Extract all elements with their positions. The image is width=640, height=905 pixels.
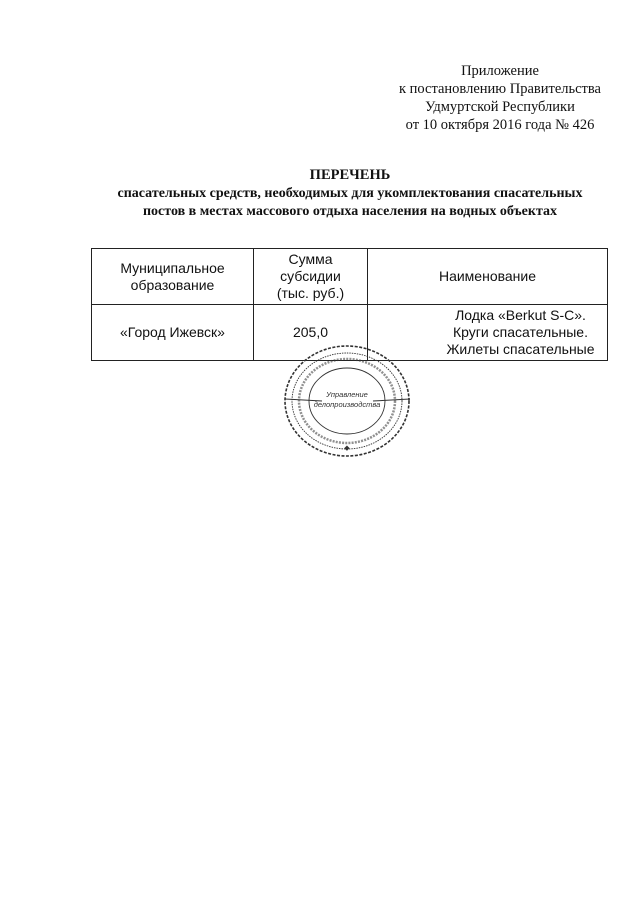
stamp-text-line-2: делопроизводства (313, 400, 381, 409)
header-amount-line-2: (тыс. руб.) (276, 285, 345, 301)
appendix-line-4: от 10 октября 2016 года № 426 (405, 117, 595, 133)
document-subtitle-line-2: постов в местах массового отдыха населения на водных объектах (142, 204, 558, 219)
document-heading (60, 166, 640, 221)
stamp-text-line-1: Управление (326, 390, 368, 399)
item-boat: Лодка «Berkut S-C». (455, 307, 586, 323)
cell-municipality: «Город Ижевск» (92, 305, 254, 361)
header-name: Наименование (368, 249, 608, 305)
appendix-line-1: Приложение (461, 63, 539, 79)
header-amount (254, 249, 368, 305)
appendix-line-2: к постановлению Правительства (399, 81, 601, 97)
document-title: ПЕРЕЧЕНЬ (309, 167, 391, 183)
official-stamp (280, 343, 415, 463)
item-rings: Круги спасательные. (453, 324, 588, 340)
header-amount-line-1: Сумма субсидии (280, 251, 341, 284)
cell-amount: 205,0 (254, 305, 368, 361)
stamp-star-icon: ◆ (344, 444, 350, 452)
header-municipality-line-2: образование (130, 276, 215, 293)
table-header-row (92, 249, 608, 305)
appendix-line-3: Удмуртской Республики (425, 99, 575, 115)
header-municipality-line-1: Муниципальное (120, 259, 225, 276)
document-subtitle-line-1: спасательных средств, необходимых для укомплектования спасательных (117, 186, 583, 201)
appendix-block (370, 62, 630, 134)
item-vests: Жилеты спасательные (446, 341, 595, 357)
header-municipality (92, 249, 254, 305)
